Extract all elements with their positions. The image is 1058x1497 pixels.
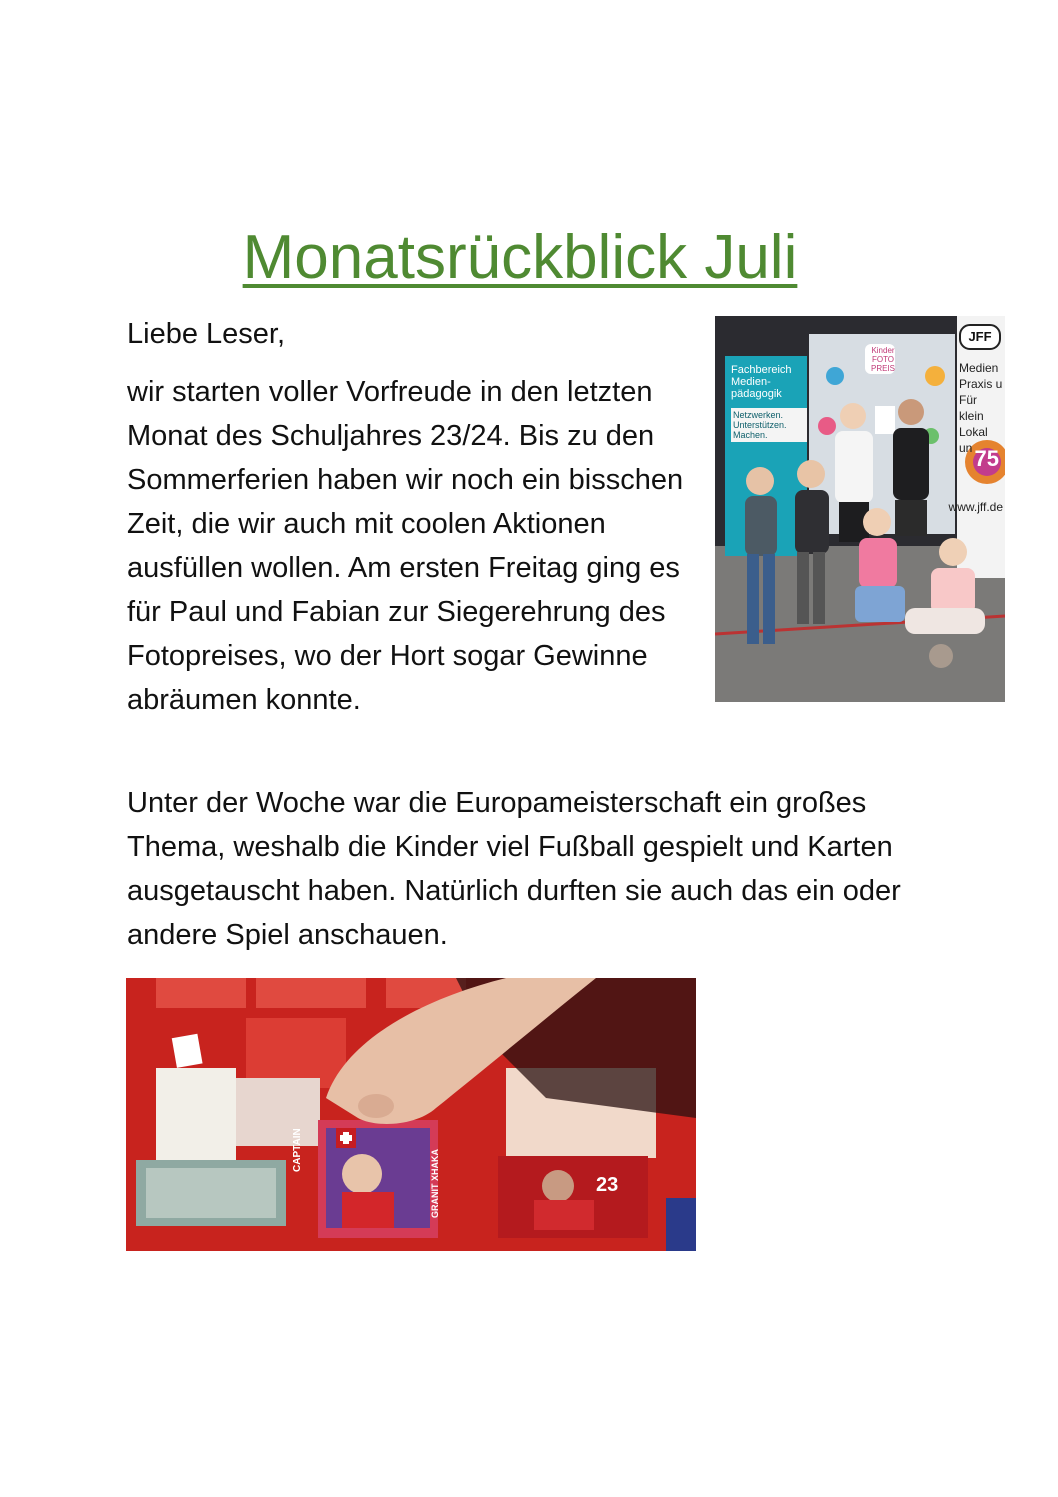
banner-subtext: Netzwerken. Unterstützen. Machen. <box>731 408 807 442</box>
page-title: Monatsrückblick Juli <box>242 223 798 292</box>
card-role: CAPTAIN <box>292 1128 303 1172</box>
jff-url: www.jff.de <box>948 500 1003 514</box>
greeting: Liebe Leser, <box>127 318 286 350</box>
card-name: GRANIT XHAKA <box>430 1149 440 1218</box>
photo-award-ceremony <box>715 316 1005 702</box>
anniversary-number: 75 <box>974 446 999 471</box>
paragraph-intro: wir starten voller Vorfreude in den letzten Monat des Schuljahres 23/24. Bis zu den Sommerferien haben wir noch ein bisschen Zeit, die wir auch mit coolen Aktionen ausfüllen wollen. Am ersten Freitag ging es für Paul und Fabian zur Siegerehrung des Fotopreises, wo der Hort sogar Gewinne abräumen konnte. <box>127 376 684 716</box>
poster-text: Kinder FOTO PREIS <box>870 346 895 373</box>
jff-logo: JFF <box>959 324 1001 350</box>
banner-text: Fachbereich Medien-pädagogik <box>731 364 792 400</box>
side-text: Medien Praxis u Für klein Lokal un <box>959 361 1003 455</box>
photo-sticker-album <box>126 978 696 1251</box>
paragraph-euro: Unter der Woche war die Europameisterschaft ein großes Thema, weshalb die Kinder viel Fußball gespielt und Karten ausgetauscht haben. Natürlich durften sie auch das ein oder andere Spiel anschauen. <box>127 787 901 951</box>
card-number: 23 <box>596 1174 619 1196</box>
